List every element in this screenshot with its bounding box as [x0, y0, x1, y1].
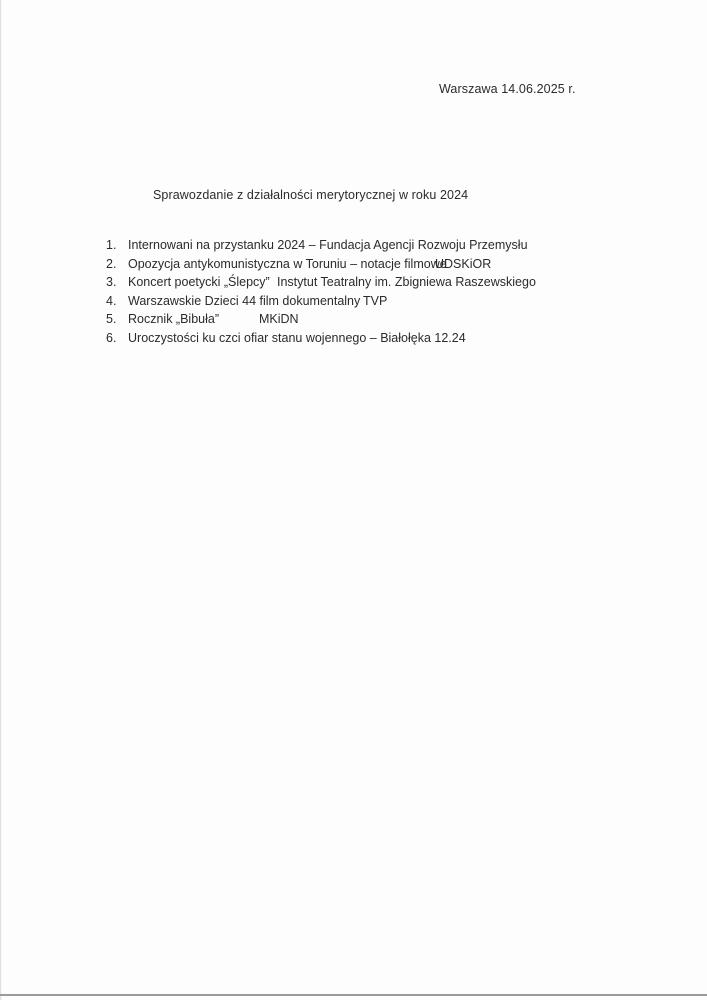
item-number: 3.: [106, 275, 117, 289]
item-text: Rocznik „Bibuła”: [128, 312, 220, 326]
item-text: Koncert poetycki „Ślepcy”: [128, 275, 270, 289]
item-number: 1.: [106, 238, 117, 252]
item-number: 2.: [106, 256, 117, 271]
item-number: 4.: [106, 293, 117, 308]
item-text: Uroczystości ku czci ofiar stanu wojennego – Białołęka 12.24: [128, 330, 466, 345]
report-title: Sprawozdanie z działalności merytorycznej w roku 2024: [153, 188, 469, 202]
scan-edge-bottom: [0, 994, 707, 996]
item-organization: TVP: [363, 293, 388, 308]
item-text: Warszawskie Dzieci 44 film dokumentalny: [128, 293, 361, 308]
item-text: Opozycja antykomunistyczna w Toruniu – notacje filmowe: [128, 256, 447, 271]
item-number: 6.: [106, 330, 117, 345]
item-organization: UDSKiOR: [435, 256, 492, 271]
item-text: Internowani na przystanku 2024 – Fundacja Agencji Rozwoju Przemysłu: [128, 238, 528, 252]
scan-edge-left: [0, 0, 2, 1000]
item-number: 5.: [106, 312, 117, 326]
item-organization: MKiDN: [259, 312, 299, 326]
date-line: Warszawa 14.06.2025 r.: [439, 82, 576, 96]
item-organization: Instytut Teatralny im. Zbigniewa Raszewskiego: [277, 275, 536, 289]
